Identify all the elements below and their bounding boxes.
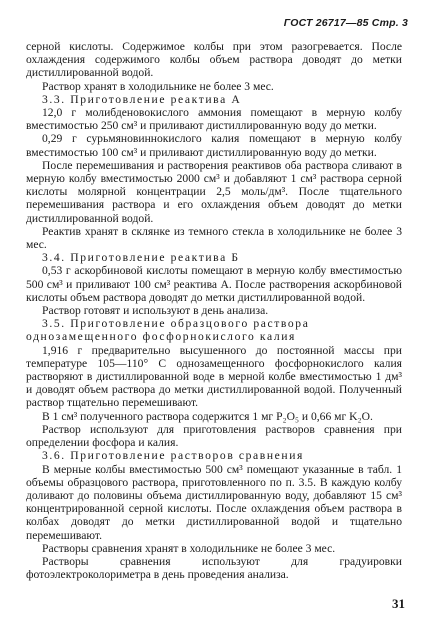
paragraph: Реактив хранят в склянке из темного стекла в холодильнике не более 3 мес. — [26, 224, 402, 252]
paragraph: 1,916 г предварительно высушенного до постоянной массы при температуре 105—110° С однозамещенного фосфорнокислого калия растворяют в дистиллированной воде в мерной колбе вместимостью 1 дм³ и доводят объем раствора до метки дистиллированной водой. Полученный раствор тщательно перемешивают. — [26, 343, 402, 410]
paragraph: Раствор хранят в холодильнике не более 3 мес. — [42, 79, 274, 93]
paragraph: После перемешивания и растворения реактивов оба раствора сливают в мерную колбу вместимостью 2000 см³ и добавляют 1 см³ раствора серной кислоты молярной концентрации 2,5 моль/дм³. После тщательного перемешивания раствора и его охлаждения объем доводят до метки дистиллированной водой. — [26, 158, 402, 225]
paragraph: 0,53 г аскорбиновой кислоты помещают в мерную колбу вместимостью 500 см³ и приливают 100 см³ реактива А. После растворения аскорбиновой кислоты объем раствора доводят до метки дистиллированной водой. — [26, 264, 402, 304]
section-heading: 3.6. Приготовление растворов сравнения — [42, 449, 304, 463]
section-heading: 3.5. Приготовление образцового раствора однозамещенного фосфорнокислого калия — [26, 317, 310, 344]
paragraph: В 1 см³ полученного раствора содержится 1 мг P₂O₅ и 0,66 мг K₂O. — [42, 409, 373, 423]
paragraph: 12,0 г молибденовокислого аммония помещают в мерную колбу вместимостью 250 см³ и приливают дистиллированную воду до метки. — [26, 106, 402, 133]
running-header: ГОСТ 26717—85 Стр. 3 — [283, 17, 408, 29]
page-number: 31 — [392, 596, 405, 611]
body-text — [26, 40, 402, 581]
section-heading: 3.4. Приготовление реактива Б — [42, 251, 240, 265]
paragraph: Раствор готовят и используют в день анализа. — [42, 304, 269, 318]
paragraph: серной кислоты. Содержимое колбы при этом разогревается. После охлаждения содержимого колбы объем раствора доводят до метки дистиллированной водой. — [26, 40, 402, 80]
paragraph: Растворы сравнения хранят в холодильнике не более 3 мес. — [42, 541, 336, 555]
section-heading: 3.3. Приготовление реактива А — [42, 92, 242, 106]
paragraph: В мерные колбы вместимостью 500 см³ помещают указанные в табл. 1 объемы образцового раствора, приготовленного по п. 3.5. В каждую колбу доливают до половины объема дистиллированную воду, добавляют 15 см³ концентрированной серной кислоты. После охлаждения объем раствора в колбах доводят до метки дистиллированной водой и тщательно перемешивают. — [26, 462, 402, 542]
paragraph: Раствор используют для приготовления растворов сравнения при определении фосфора и калия. — [26, 422, 402, 450]
paragraph: 0,29 г сурьмяновиннокислого калия помещают в мерную колбу вместимостью 100 см³ и приливают дистиллированную воду до метки. — [26, 132, 402, 159]
paragraph: Растворы сравнения используют для градуировки фотоэлектроколориметра в день проведения анализа. — [26, 554, 402, 582]
